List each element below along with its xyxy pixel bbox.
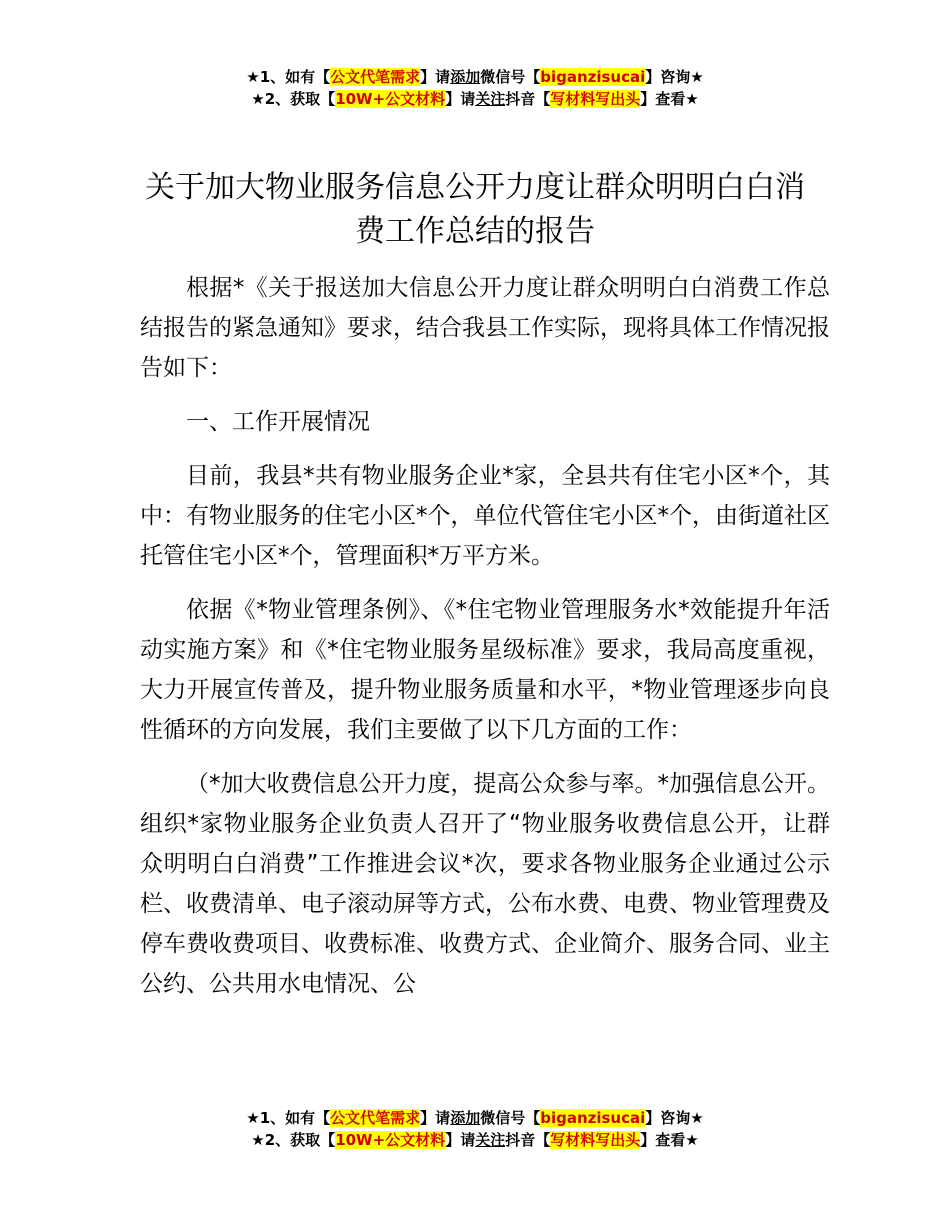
banner-line-2: ★2、获取【10W+公文材料】请关注抖音【写材料写出头】查看★ [251,90,699,108]
highlight-service: 公文代笔需求 [330,1109,421,1127]
paragraph-measures: （*加大收费信息公开力度，提高公众参与率。*加强信息公开。组织*家物业服务企业负责人召开了“物业服务收费信息公开，让群众明明白白消费”工作推进会议*次，要求各物业服务企业通过公示栏、收费清单、电子滚动屏等方式，公布水费、电费、物业管理费及停车费收费项目、收费标准、收费方式、企业简介、服务合同、业主公约、公共用水电情况、公 [140,771,830,997]
highlight-douyin: 写材料写出头 [550,1131,641,1149]
highlight-wechat-id: biganzisucai [540,68,646,86]
highlight-wechat-id: biganzisucai [540,1109,646,1127]
banner-line-1: ★1、如有【公文代笔需求】请添加微信号【biganzisucai】咨询★ [246,68,704,86]
paragraph-overview: 目前，我县*共有物业服务企业*家，全县共有住宅小区*个，其中：有物业服务的住宅小区*个，单位代管住宅小区*个，由街道社区托管住宅小区*个，管理面积*万平方米。 [140,463,830,569]
banner-line-2: ★2、获取【10W+公文材料】请关注抖音【写材料写出头】查看★ [251,1131,699,1149]
highlight-douyin: 写材料写出头 [550,90,641,108]
highlight-service: 公文代笔需求 [330,68,421,86]
footer-banner [0,1107,950,1151]
paragraph-basis: 依据《*物业管理条例》、《*住宅物业管理服务水*效能提升年活动实施方案》和《*住宅物业服务星级标准》要求，我局高度重视，大力开展宣传普及，提升物业服务质量和水平，*物业管理逐步向良性循环的方向发展，我们主要做了以下几方面的工作： [140,597,830,743]
section-heading: 一、工作开展情况 [186,409,370,435]
highlight-materials: 10W+公文材料 [335,90,446,108]
banner-line-1: ★1、如有【公文代笔需求】请添加微信号【biganzisucai】咨询★ [246,1109,704,1127]
highlight-materials: 10W+公文材料 [335,1131,446,1149]
paragraph-intro: 根据*《关于报送加大信息公开力度让群众明明白白消费工作总结报告的紧急通知》要求，结合我县工作实际，现将具体工作情况报告如下： [140,275,830,381]
document-title: 关于加大物业服务信息公开力度让群众明明白白消费工作总结的报告 [145,170,805,249]
document-body [140,268,830,1018]
header-banner [0,66,950,110]
